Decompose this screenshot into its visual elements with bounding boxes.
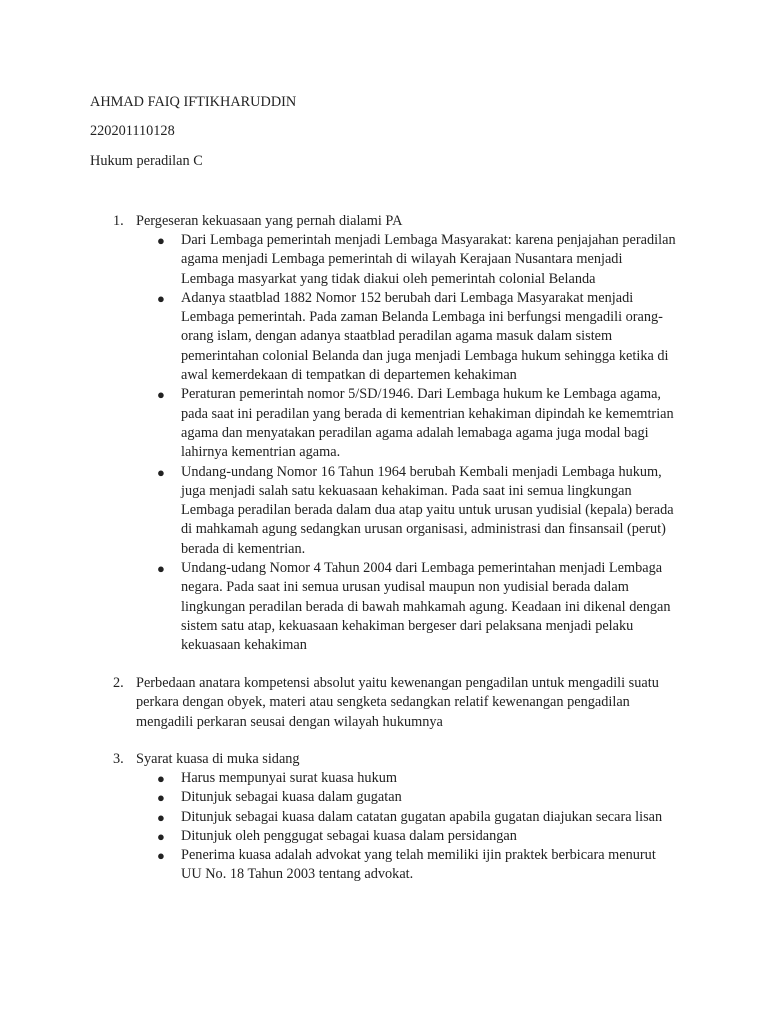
- list-item: [0, 827, 679, 846]
- question-text: Perbedaan anatara kompetensi absolut yaitu kewenangan pengadilan untuk mengadili suatu perkara dengan obyek, materi atau sengketa sedangkan relatif kewenangan pengadilan mengadili perkaran seusai dengan wilayah hukumnya: [136, 675, 659, 730]
- student-id: 220201110128: [90, 123, 175, 139]
- bullet-icon: ●: [157, 809, 165, 825]
- list-item: [0, 385, 679, 462]
- list-item-text: Undang-undang Nomor 16 Tahun 1964 berubah Kembali menjadi Lembaga hukum, juga menjadi salah satu kekuasaan kehakiman. Pada saat ini semua lingkungan Lembaga peradilan berada dalam dua atap yaitu untuk urusan yudisial (kepala) berada di mahkamah agung sedangkan urusan organisasi, administrasi dan finsansail (perut) berada di kementrian.: [181, 463, 674, 557]
- question-number: 2.: [113, 675, 124, 691]
- list-item: [0, 788, 679, 807]
- list-item-text: Adanya staatblad 1882 Nomor 152 berubah dari Lembaga Masyarakat menjadi Lembaga pemerintah. Pada zaman Belanda Lembaga ini berfungsi mengadili orang-orang islam, dengan adanya staatblad peradilan agama masuk dalam sistem pemerintahan colonial Belanda dan juga menjadi Lembaga hukum sehingga ketika di awal kemerdekaan di tempatkan di departemen kehakiman: [181, 289, 669, 384]
- bullet-list: [0, 769, 768, 885]
- course-name: Hukum peradilan C: [90, 153, 203, 169]
- list-item: [0, 846, 679, 885]
- bullet-icon: ●: [157, 464, 165, 480]
- bullet-icon: ●: [157, 233, 165, 248]
- list-item-text: Peraturan pemerintah nomor 5/SD/1946. Dari Lembaga hukum ke Lembaga agama, pada saat ini peradilan yang berada di kementrian kehakiman dipindah ke kememtrian agama dan menyatakan peradilan agama adalah lemabaga agama juga modal bagi lahirnya kementrian agama.: [181, 386, 674, 461]
- list-item-text: Penerima kuasa adalah advokat yang telah memiliki ijin praktek berbicara menurut UU No. 18 Tahun 2003 tentang advokat.: [181, 847, 656, 883]
- list-item-text: Ditunjuk sebagai kuasa dalam catatan gugatan apabila gugatan diajukan secara lisan: [181, 808, 663, 825]
- list-item-text: Ditunjuk sebagai kuasa dalam gugatan: [181, 789, 402, 806]
- list-item: [0, 559, 679, 655]
- list-item: [0, 769, 679, 788]
- list-item: [0, 463, 679, 559]
- list-item-text: Harus mempunyai surat kuasa hukum: [181, 770, 397, 786]
- list-item: [0, 289, 679, 385]
- list-item-text: Dari Lembaga pemerintah menjadi Lembaga Masyarakat: karena penjajahan peradilan agama menjadi Lembaga pemerintah di wilayah Kerajaan Nusantara menjadi Lembaga masyarkat yang tidak diakui oleh pemerintah colonial Belanda: [181, 232, 676, 287]
- bullet-icon: ●: [157, 828, 165, 844]
- bullet-icon: ●: [157, 561, 165, 577]
- list-item: [0, 231, 679, 289]
- list-item-text: Ditunjuk oleh penggugat sebagai kuasa dalam persidangan: [181, 827, 517, 844]
- question-number: 3.: [113, 751, 124, 767]
- question-number: 1.: [113, 213, 124, 229]
- author-name: AHMAD FAIQ IFTIKHARUDDIN: [90, 94, 297, 110]
- bullet-icon: ●: [157, 848, 165, 864]
- list-item: [0, 808, 679, 827]
- bullet-icon: ●: [157, 790, 165, 806]
- bullet-icon: ●: [157, 771, 165, 786]
- bullet-icon: ●: [157, 387, 165, 403]
- list-item-text: Undang-udang Nomor 4 Tahun 2004 dari Lembaga pemerintahan menjadi Lembaga negara. Pada saat ini semua urusan yudisal maupun non yudisial berada dalam lingkungan peradilan berada di bawah mahkamah agung. Keadaan ini dikenal dengan sistem satu atap, kekuasaan kehakiman bergeser dari pelaksana menjadi pelaku kekuasaan kehakiman: [181, 560, 671, 654]
- bullet-list: [0, 231, 768, 656]
- question-text: Syarat kuasa di muka sidang: [136, 751, 300, 767]
- question-text: Pergeseran kekuasaan yang pernah dialami PA: [136, 213, 403, 229]
- bullet-icon: ●: [157, 290, 165, 306]
